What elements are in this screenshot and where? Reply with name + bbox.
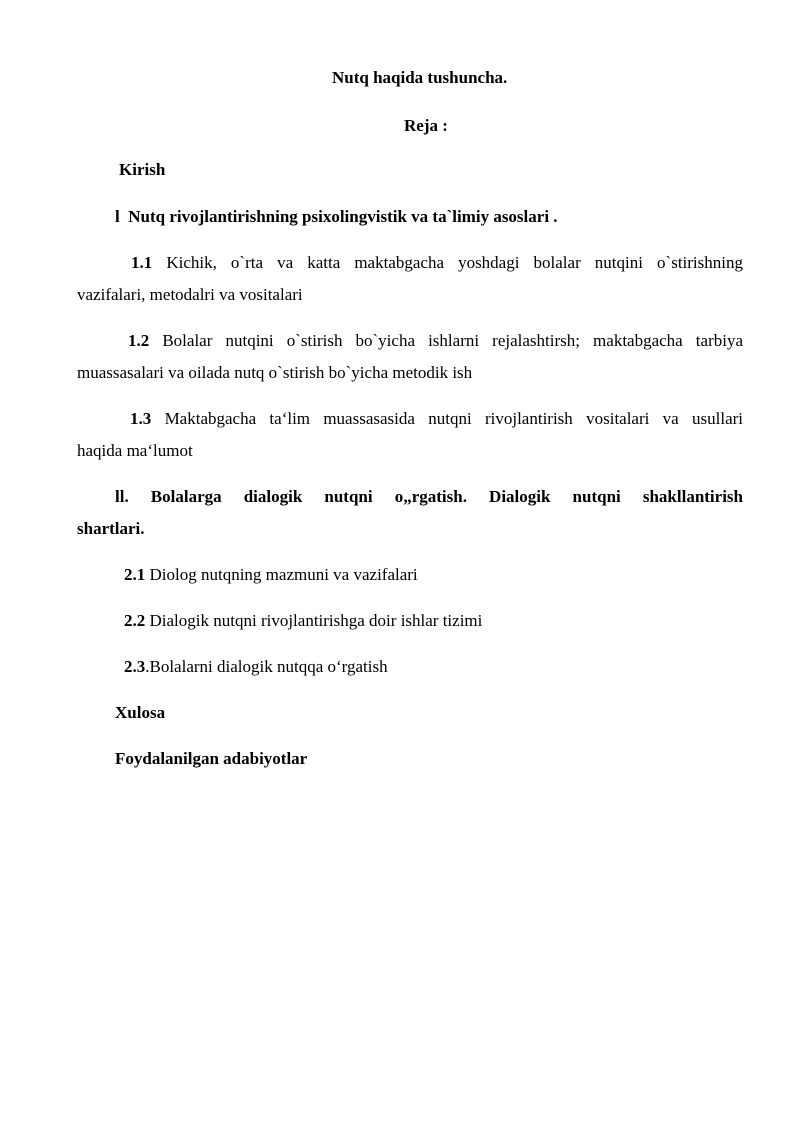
item-2-2-number: 2.2	[124, 611, 146, 630]
item-1-1-number: 1.1	[131, 253, 153, 272]
section-1-number: l	[115, 207, 120, 226]
section-2-heading-line-2: shartlari.	[77, 519, 145, 538]
item-2-1-number: 2.1	[124, 565, 146, 584]
item-2-1	[124, 565, 418, 585]
item-1-1-line-2: vazifalari, metodalri va vositalari	[77, 285, 303, 304]
item-1-2-text-1: Bolalar nutqini o`stirish bo`yicha ishlarni rejalashtirsh; maktabgacha tarbiya	[162, 331, 744, 350]
item-2-3	[124, 657, 388, 677]
plan-heading: Reja :	[404, 116, 448, 135]
item-2-1-text: Diolog nutqning mazmuni va vazifalari	[149, 565, 418, 584]
item-2-2-text: Dialogik nutqni rivojlantirishga doir ishlar tizimi	[149, 611, 483, 630]
section-2-heading-line-1: ll. Bolalarga dialogik nutqni o„rgatish. Dialogik nutqni shakllantirish	[115, 487, 743, 506]
references-item: Foydalanilgan adabiyotlar	[115, 749, 308, 768]
item-1-1-text-1: Kichik, o`rta va katta maktabgacha yoshdagi bolalar nutqini o`stirishning	[166, 253, 743, 272]
item-2-3-number: 2.3	[124, 657, 146, 676]
intro-item: Kirish	[119, 160, 166, 179]
item-1-3-text-1: Maktabgacha ta‘lim muassasasida nutqni rivojlantirish vositalari va usullari	[164, 409, 744, 428]
item-1-2-line-1	[77, 331, 743, 351]
item-1-3-line-2: haqida ma‘lumot	[77, 441, 193, 460]
item-1-2-number: 1.2	[128, 331, 150, 350]
conclusion-item: Xulosa	[115, 703, 166, 722]
item-1-1-line-1	[77, 253, 743, 273]
section-1-heading	[115, 207, 558, 227]
item-1-3-line-1	[77, 409, 743, 429]
document-title: Nutq haqida tushuncha.	[332, 68, 508, 87]
section-1-title: Nutq rivojlantirishning psixolingvistik va ta`limiy asoslari .	[128, 207, 558, 226]
item-2-2	[124, 611, 482, 631]
item-1-2-line-2: muassasalari va oilada nutq o`stirish bo`yicha metodik ish	[77, 363, 473, 382]
item-1-3-number: 1.3	[130, 409, 152, 428]
item-2-3-text: .Bolalarni dialogik nutqqa o‘rgatish	[145, 657, 388, 676]
